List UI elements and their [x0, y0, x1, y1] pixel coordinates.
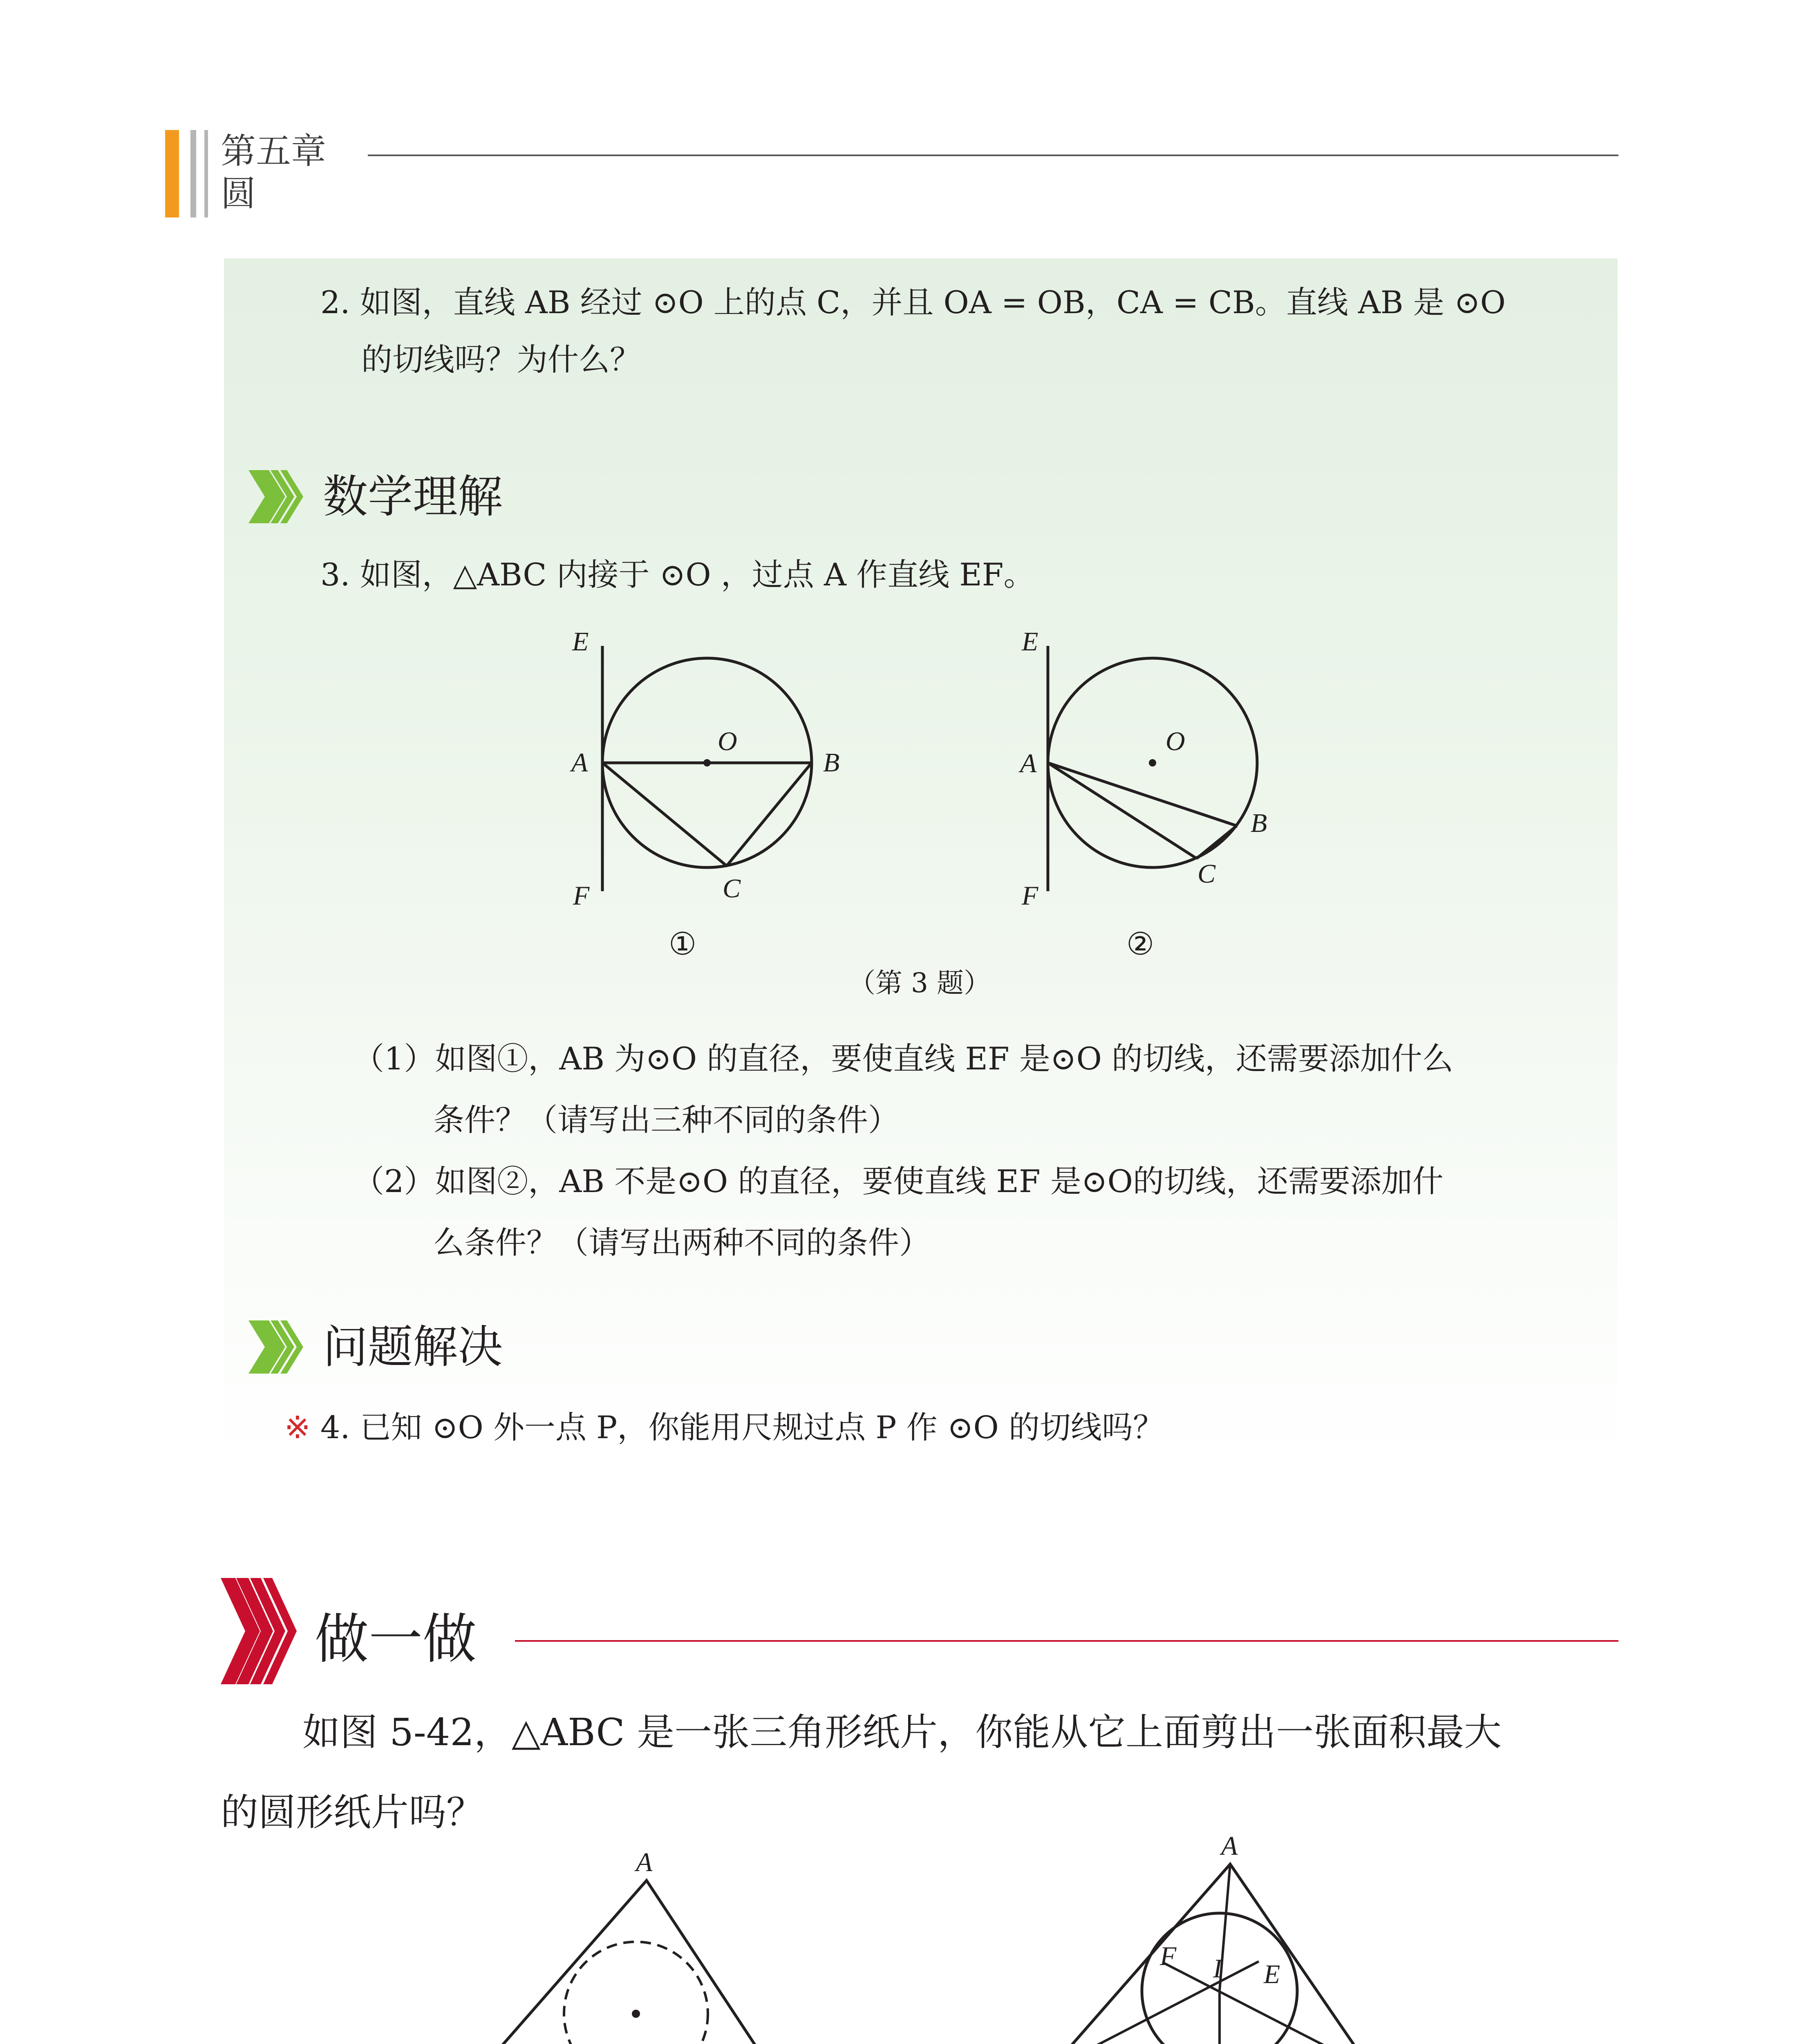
exercise-3-stem: 3. 如图，△ABC 内接于 ⊙O ，过点 A 作直线 EF。 [320, 556, 1035, 593]
activity-title: 做一做 [315, 1608, 477, 1671]
exercise-2-line-2: 的切线吗？为什么？ [361, 341, 641, 378]
exercise-3-part-2-line-1: （2）如图②，AB 不是⊙O 的直径，要使直线 EF 是⊙O的切线，还需要添加什 [353, 1163, 1443, 1199]
fig2-number: ② [1126, 926, 1155, 962]
figure-5-43 [1030, 1856, 1398, 2044]
fig42-label-A: A [636, 1847, 653, 1877]
fig43-label-A: A [1221, 1831, 1238, 1861]
activity-chevron-icon [221, 1578, 307, 1684]
fig1-label-O: O [718, 726, 737, 756]
fig43-label-I: I [1213, 1954, 1222, 1983]
section-title-problem-solving: 问题解决 [323, 1321, 503, 1373]
fig43-label-F: F [1160, 1941, 1177, 1971]
header-rule [368, 155, 1618, 156]
section-chevron-icon [248, 470, 310, 523]
header-accent-bar [165, 130, 179, 217]
fig43-label-E: E [1264, 1959, 1280, 1989]
figure-5-42 [450, 1872, 817, 2044]
exercise-panel [224, 258, 1618, 1468]
fig2-label-E: E [1022, 627, 1038, 657]
fig1-label-F: F [573, 881, 590, 911]
activity-title-rule [515, 1640, 1618, 1642]
exercise-2-line-1: 2. 如图，直线 AB 经过 ⊙O 上的点 C，并且 OA = OB，CA = CB。直线 AB 是 ⊙O [320, 284, 1506, 320]
activity-para-1-line-2: 的圆形纸片吗？ [221, 1791, 484, 1834]
chapter-title: 圆 [221, 173, 256, 214]
fig1-label-C: C [723, 874, 741, 903]
activity-para-1-line-1: 如图 5-42，△ABC 是一张三角形纸片，你能从它上面剪出一张面积最大 [302, 1710, 1502, 1754]
header-gray-bar [190, 130, 196, 217]
figure-3-1 [564, 621, 842, 916]
chapter-label: 第五章 [221, 131, 326, 172]
fig2-label-O: O [1166, 726, 1185, 756]
exercise-3-part-2-line-2: 么条件？（请写出两种不同的条件） [433, 1224, 930, 1261]
exercise-3-part-1-line-1: （1）如图①，AB 为⊙O 的直径，要使直线 EF 是⊙O 的切线，还需要添加什么 [353, 1040, 1454, 1077]
figure-caption-3: （第 3 题） [848, 967, 991, 999]
exercise-4-text: 4. 已知 ⊙O 外一点 P，你能用尺规过点 P 作 ⊙O 的切线吗？ [320, 1409, 1164, 1446]
section-chevron-icon [248, 1320, 310, 1374]
fig1-number: ① [669, 926, 697, 962]
fig2-label-B: B [1251, 808, 1267, 838]
section-title-understanding: 数学理解 [323, 471, 503, 523]
figure-3-2 [1014, 621, 1291, 916]
fig2-label-C: C [1197, 859, 1216, 889]
exercise-3-part-1-line-2: 条件？（请写出三种不同的条件） [433, 1102, 899, 1138]
fig2-label-A: A [1020, 749, 1037, 778]
fig1-label-E: E [572, 627, 589, 657]
header-gray-bar-thin [204, 130, 208, 217]
fig1-label-A: A [571, 748, 588, 778]
fig1-label-B: B [823, 748, 840, 778]
fig2-label-F: F [1022, 881, 1038, 911]
optional-mark: ※ [284, 1409, 311, 1446]
